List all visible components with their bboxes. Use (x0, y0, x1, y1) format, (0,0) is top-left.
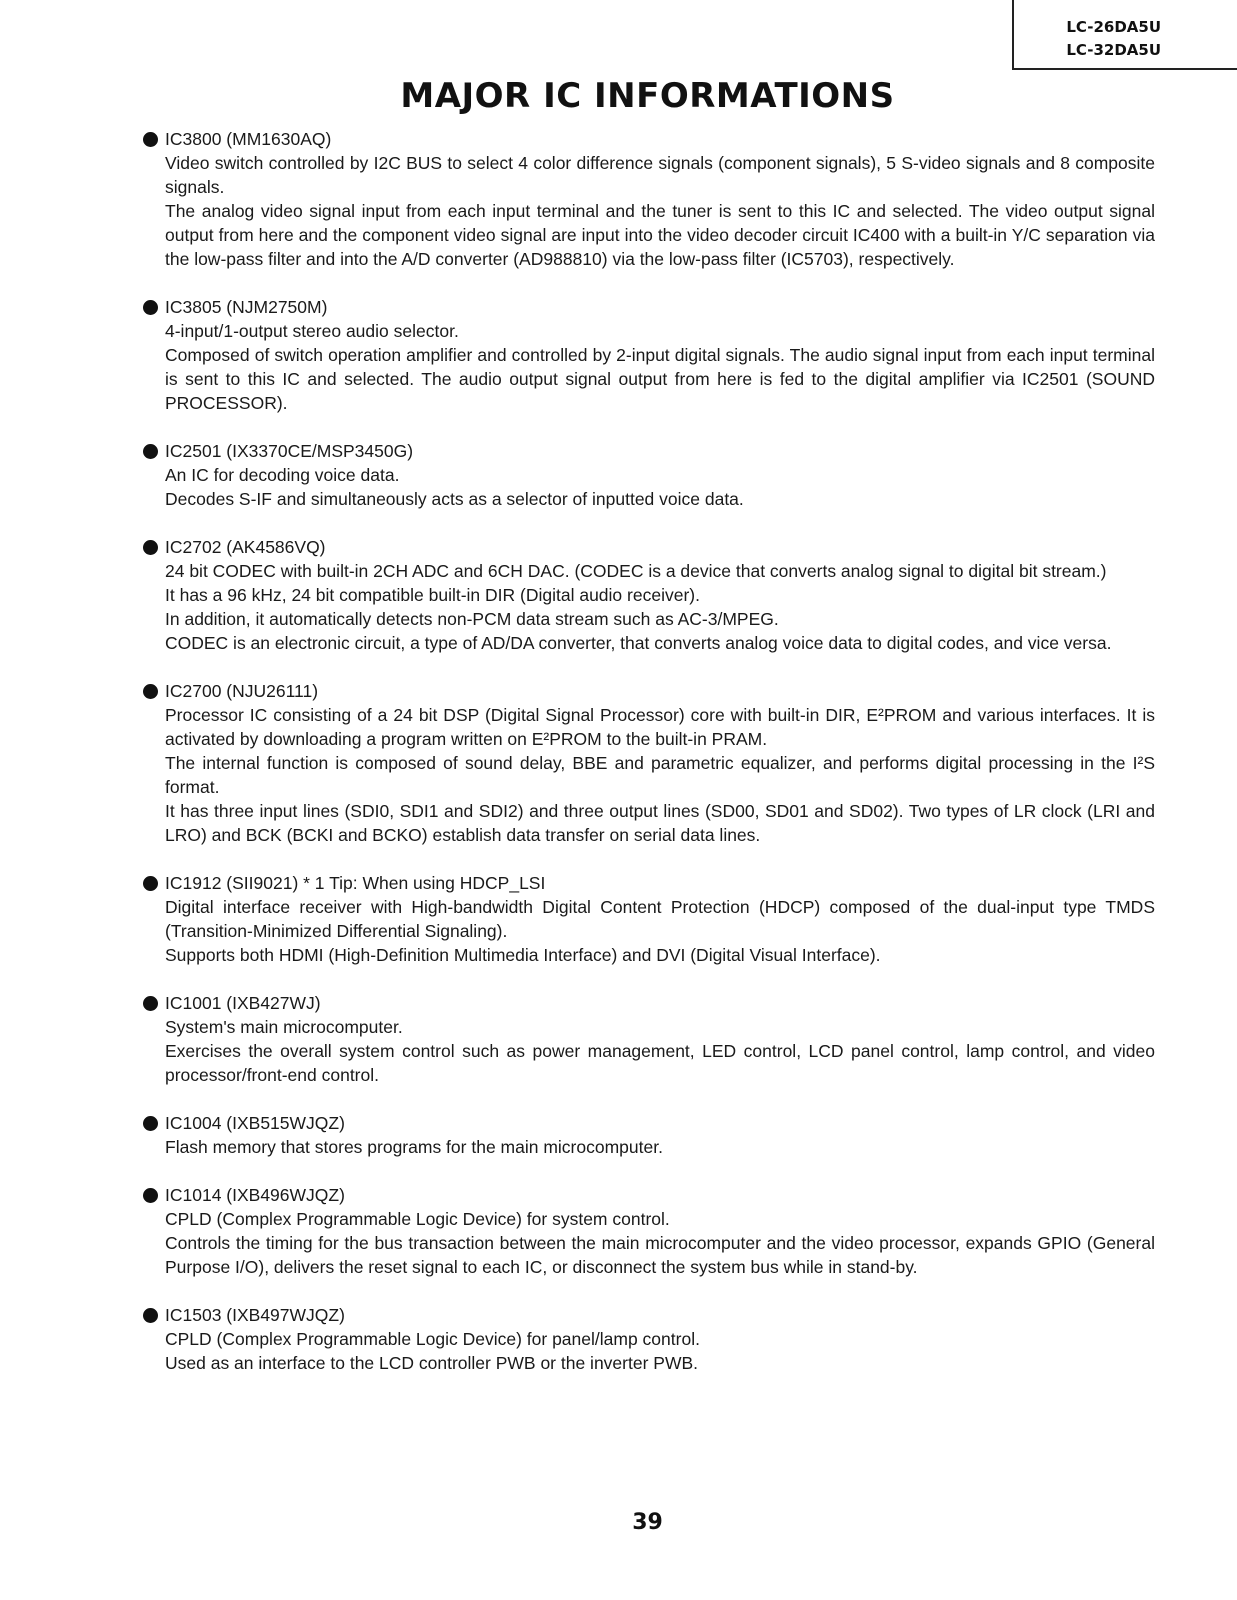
ic-heading (143, 127, 1155, 151)
ic-heading (143, 535, 1155, 559)
ic-description: Video switch controlled by I2C BUS to select 4 color difference signals (component signals), 5 S-video signals and 8 composite signals. (165, 153, 1155, 197)
bullet-icon (143, 1188, 158, 1203)
ic-heading (143, 295, 1155, 319)
ic-section (143, 991, 1155, 1087)
model-number-box (1012, 0, 1237, 70)
ic-heading (143, 1183, 1155, 1207)
ic-description: 4-input/1-output stereo audio selector. (165, 321, 459, 341)
ic-description: The internal function is composed of sound delay, BBE and parametric equalizer, and performs digital processing in the I²S format. (165, 753, 1155, 797)
ic-section (143, 1183, 1155, 1279)
model-number: LC-32DA5U (1066, 41, 1161, 59)
ic-description: It has three input lines (SDI0, SDI1 and SDI2) and three output lines (SD00, SD01 and SD02). Two types of LR clock (LRI and LRO) and BCK (BCKI and BCKO) establish data transfer on serial data lines. (165, 801, 1155, 845)
ic-description: Supports both HDMI (High-Definition Multimedia Interface) and DVI (Digital Visual Interface). (165, 945, 881, 965)
ic-description: CPLD (Complex Programmable Logic Device) for panel/lamp control. (165, 1329, 700, 1349)
ic-section (143, 127, 1155, 271)
ic-information-list (143, 127, 1155, 1399)
ic-description: Used as an interface to the LCD controller PWB or the inverter PWB. (165, 1353, 698, 1373)
ic-heading-text: IC3800 (MM1630AQ) (165, 129, 332, 149)
ic-section (143, 535, 1155, 655)
bullet-icon (143, 132, 158, 147)
ic-heading-text: IC1912 (SII9021) * 1 Tip: When using HDCP_LSI (165, 873, 546, 893)
ic-description: In addition, it automatically detects non-PCM data stream such as AC-3/MPEG. (165, 609, 779, 629)
page-number: 39 (632, 1510, 663, 1535)
ic-description: System's main microcomputer. (165, 1017, 403, 1037)
ic-heading-text: IC1004 (IXB515WJQZ) (165, 1113, 345, 1133)
ic-heading (143, 1111, 1155, 1135)
ic-description: Processor IC consisting of a 24 bit DSP (Digital Signal Processor) core with built-in DIR, E²PROM and various interfaces. It is activated by downloading a program written on E²PROM to the built-in PRAM. (165, 705, 1155, 749)
bullet-icon (143, 684, 158, 699)
bullet-icon (143, 996, 158, 1011)
ic-description: Controls the timing for the bus transaction between the main microcomputer and the video processor, expands GPIO (General Purpose I/O), delivers the reset signal to each IC, or disconnect the system bus while in stand-by. (165, 1233, 1155, 1277)
ic-heading-text: IC2702 (AK4586VQ) (165, 537, 326, 557)
ic-heading (143, 991, 1155, 1015)
bullet-icon (143, 300, 158, 315)
ic-heading-text: IC3805 (NJM2750M) (165, 297, 328, 317)
bullet-icon (143, 1308, 158, 1323)
ic-description: It has a 96 kHz, 24 bit compatible built-in DIR (Digital audio receiver). (165, 585, 700, 605)
bullet-icon (143, 444, 158, 459)
ic-description: Flash memory that stores programs for the main microcomputer. (165, 1137, 663, 1157)
bullet-icon (143, 540, 158, 555)
ic-description: An IC for decoding voice data. (165, 465, 400, 485)
ic-heading (143, 1303, 1155, 1327)
ic-section (143, 1303, 1155, 1375)
ic-section (143, 439, 1155, 511)
ic-description: Decodes S-IF and simultaneously acts as a selector of inputted voice data. (165, 489, 744, 509)
page-title: MAJOR IC INFORMATIONS (400, 76, 895, 116)
ic-heading-text: IC2700 (NJU26111) (165, 681, 319, 701)
ic-description: 24 bit CODEC with built-in 2CH ADC and 6CH DAC. (CODEC is a device that converts analog signal to digital bit stream.) (165, 561, 1107, 581)
ic-heading (143, 871, 1155, 895)
ic-description: CODEC is an electronic circuit, a type of AD/DA converter, that converts analog voice data to digital codes, and vice versa. (165, 633, 1112, 653)
ic-description: CPLD (Complex Programmable Logic Device) for system control. (165, 1209, 670, 1229)
model-number: LC-26DA5U (1066, 18, 1161, 36)
ic-heading (143, 439, 1155, 463)
bullet-icon (143, 1116, 158, 1131)
ic-section (143, 679, 1155, 847)
ic-heading-text: IC1014 (IXB496WJQZ) (165, 1185, 345, 1205)
ic-section (143, 1111, 1155, 1159)
ic-section (143, 871, 1155, 967)
ic-heading-text: IC1503 (IXB497WJQZ) (165, 1305, 345, 1325)
ic-description: Composed of switch operation amplifier and controlled by 2-input digital signals. The audio signal input from each input terminal is sent to this IC and selected. The audio output signal output from here is fed to the digital amplifier via IC2501 (SOUND PROCESSOR). (165, 345, 1155, 413)
bullet-icon (143, 876, 158, 891)
ic-heading-text: IC2501 (IX3370CE/MSP3450G) (165, 441, 414, 461)
ic-heading (143, 679, 1155, 703)
ic-section (143, 295, 1155, 415)
ic-description: Exercises the overall system control such as power management, LED control, LCD panel control, lamp control, and video processor/front-end control. (165, 1041, 1155, 1085)
ic-description: The analog video signal input from each input terminal and the tuner is sent to this IC and selected. The video output signal output from here and the component video signal are input into the video decoder circuit IC400 with a built-in Y/C separation via the low-pass filter and into the A/D converter (AD988810) via the low-pass filter (IC5703), respectively. (165, 201, 1155, 269)
ic-heading-text: IC1001 (IXB427WJ) (165, 993, 321, 1013)
ic-description: Digital interface receiver with High-bandwidth Digital Content Protection (HDCP) composed of the dual-input type TMDS (Transition-Minimized Differential Signaling). (165, 897, 1155, 941)
